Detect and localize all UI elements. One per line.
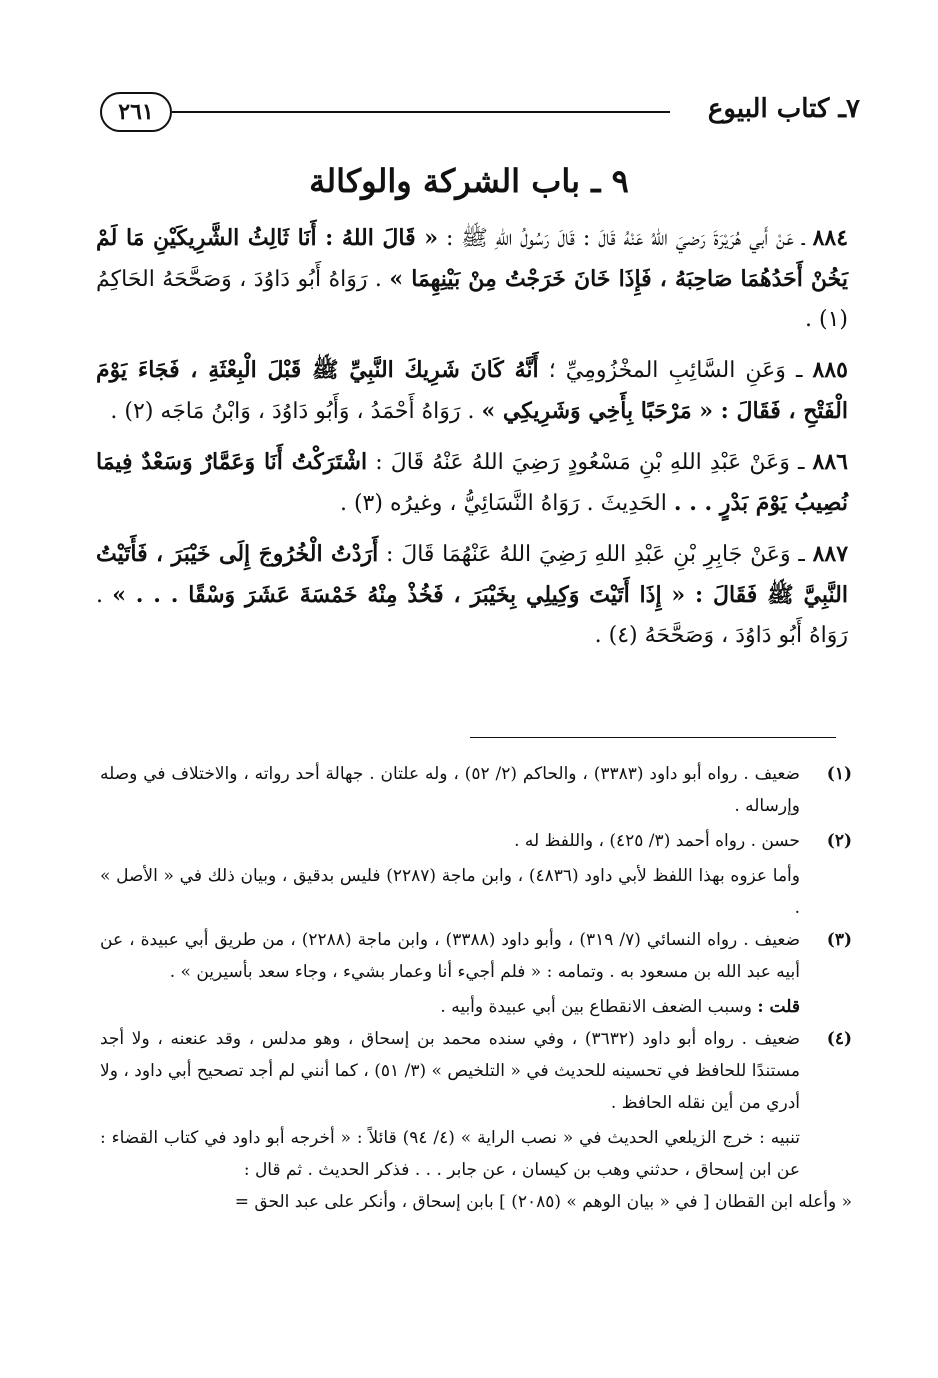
footnotes (100, 758, 852, 1218)
note-lead: قلت : (757, 997, 800, 1017)
footnote-body (100, 758, 800, 822)
hadith-number: ٨٨٥ (812, 357, 848, 383)
footnote-line: ضعيف . رواه أبو داود (٣٦٣٢) ، وفي سنده محمد بن إسحاق ، وهو مدلس ، وقد عنعنه ، ولا أجد مستندًا للحافظ في تحسينه للحديث في « التلخيص » (٣/ ٥١) ، كما أنني لم أجد تصحيح أبي داود ، ولا أدري من أين نقله الحافظ . (100, 1029, 801, 1113)
footnote-3 (100, 924, 852, 988)
footnote-line: ضعيف . رواه النسائي (٧/ ٣١٩) ، وأبو داود (٣٣٨٨) ، وابن ماجة (٢٢٨٨) ، من طريق أبي عبيدة ، عن أبيه عبد الله بن مسعود به . وتمامه : « فلم أجيء أنا وعمار بشيء ، وجاء سعد بأسيرين » . (100, 930, 800, 982)
hadith-intro: ـ وَعَنْ عَبْدِ اللهِ بْنِ مَسْعُودٍ رَضِيَ اللهُ عَنْهُ قَالَ : (375, 450, 805, 475)
footnote-continuation: « وأعله ابن القطان [ في « بيان الوهم » (٢٠٨٥) ] بابن إسحاق ، وأنكر على عبد الحق = (234, 1192, 852, 1212)
hadith-intro: ـ عَنْ أَبي هُرَيْرَةَ رَضيَ اللهُ عَنْهُ قَالَ : قَالَ رَسُولُ اللهِ ﷺ : (445, 226, 805, 251)
hadith-quote: أَنَّهُ كَانَ شَرِيكَ النَّبِيِّ ﷺ قَبْلَ الْبِعْثَةِ ، فَجَاءَ يَوْمَ الْفَتْحِ ، فَقَالَ : « مَرْحَبًا بِأَخِي وَشَرِيكِي » (96, 357, 848, 424)
hadith-quote: اشْتَرَكْتُ أَنَا وَعَمَّارٌ وَسَعْدٌ فِيمَا نُصِيبُ يَوْمَ بَدْرٍ . . . (96, 449, 848, 516)
hadith-text (96, 218, 848, 666)
hadith-quote: « قَالَ اللهُ : أَنَا ثَالِثُ الشَّرِيكَيْنِ مَا لَمْ يَخُنْ أَحَدُهُمَا صَاحِبَهُ ، فَإِذَا خَانَ خَرَجْتُ مِنْ بَيْنِهِمَا » (96, 225, 849, 292)
hadith-quote: أَرَدْتُ الْخُرُوجَ إِلَى خَيْبَرَ ، فَأَتَيْتُ النَّبِيَّ ﷺ فَقَالَ : « إِذَا أَتَيْتَ وَكِيلِي بِخَيْبَرَ ، فَخُذْ مِنْهُ خَمْسَةَ عَشَرَ وَسْقًا . . . » (96, 541, 848, 608)
footnote-line: حسن . رواه أحمد (٣/ ٤٢٥) ، واللفظ له . (514, 831, 800, 851)
note-text: وسبب الضعف الانقطاع بين أبي عبيدة وأبيه . (440, 997, 752, 1017)
footnote-4 (100, 1023, 852, 1119)
footnote-1 (100, 758, 852, 822)
hadith-tail: . رَوَاهُ أَحْمَدُ ، وَأَبُو دَاوُدَ ، وَابْنُ مَاجَه (٢) . (110, 399, 475, 424)
hadith-number: ٨٨٤ (812, 225, 849, 251)
section-title: ٩ ـ باب الشركة والوكالة (309, 162, 629, 200)
header-rule (172, 111, 670, 113)
footnote-continuation: وأما عزوه بهذا اللفظ لأبي داود (٤٨٣٦) ، وابن ماجة (٢٢٨٧) فليس بدقيق ، وبيان ذلك في « الأصل » . (100, 866, 800, 918)
footnote-body (100, 1023, 800, 1119)
hadith-887 (96, 534, 848, 656)
hadith-tail: . رَوَاهُ أَبُو دَاوُدَ ، وَصَحَّحَهُ الحَاكِمُ (١) . (96, 267, 848, 332)
hadith-886 (96, 442, 848, 524)
hadith-intro: ـ وَعَنْ جَابِرِ بْنِ عَبْدِ اللهِ رَضِيَ اللهُ عَنْهُمَا قَالَ : (386, 542, 805, 567)
footnote-number: (٢) (826, 831, 852, 851)
hadith-number: ٨٨٧ (812, 541, 849, 567)
hadith-number: ٨٨٦ (812, 449, 848, 475)
footnote-continuation: تنبيه : خرج الزيلعي الحديث في « نصب الراية » (٤/ ٩٤) قائلاً : « أخرجه أبو داود في كتاب القضاء : عن ابن إسحاق ، حدثني وهب بن كيسان ، عن جابر . . . فذكر الحديث . ثم قال : (100, 1128, 800, 1180)
chapter-title: ٧ـ كتاب البيوع (707, 94, 860, 124)
footnote-number: (١) (826, 764, 852, 784)
page-header (100, 92, 860, 136)
footnote-number: (٤) (826, 1029, 852, 1049)
footnote-body (100, 825, 800, 857)
footnote-note (100, 991, 852, 1023)
footnote-2 (100, 825, 852, 857)
hadith-tail: الحَدِيثَ . رَوَاهُ النَّسَائِيُّ ، وغيرُه (٣) . (339, 491, 667, 516)
hadith-tail: . رَوَاهُ أَبُو دَاوُدَ ، وَصَحَّحَهُ (٤) . (96, 583, 848, 648)
footnote-number: (٣) (826, 930, 852, 950)
hadith-884 (96, 218, 848, 340)
hadith-intro: ـ وَعَنِ السَّائِبِ المخْزُومِيِّ ؛ (548, 358, 803, 383)
footnote-separator (470, 737, 836, 738)
hadith-885 (96, 350, 848, 432)
footnote-line: ضعيف . رواه أبو داود (٣٣٨٣) ، والحاكم (٢/ ٥٢) ، وله علتان . جهالة أحد رواته ، والاختلاف في وصله وإرساله . (100, 764, 800, 816)
footnote-body (100, 924, 800, 988)
page-number: ٢٦١ (100, 92, 172, 132)
